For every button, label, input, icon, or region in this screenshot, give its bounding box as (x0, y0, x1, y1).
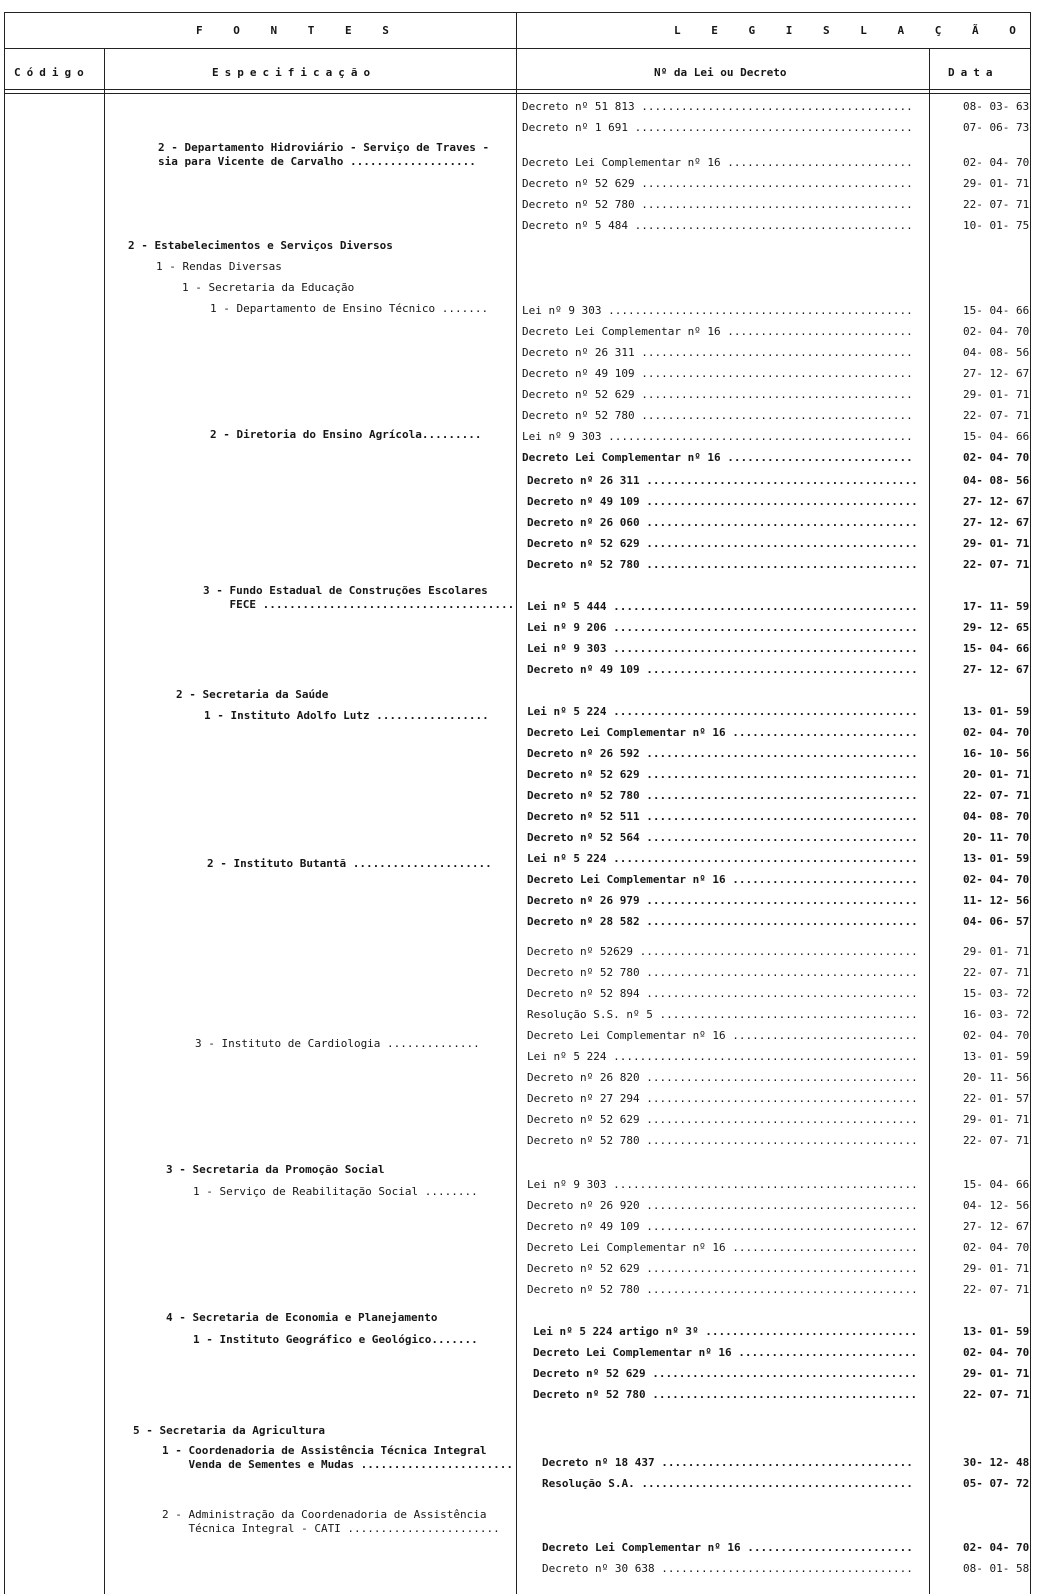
leader-dots: ......................................... (639, 1113, 918, 1126)
leader-dots: ......................................... (639, 663, 918, 676)
leader-dots: ......................................... (639, 894, 918, 907)
law-date: 22- 01- 57 (963, 1092, 1030, 1105)
leader-dots: ....................................... (652, 1008, 918, 1021)
law-reference (527, 1220, 918, 1234)
law-reference (522, 156, 913, 170)
law-name: Decreto Lei Complementar nº 16 (522, 156, 721, 169)
law-reference (527, 495, 918, 509)
law-reference (542, 1456, 913, 1470)
law-date: 27- 12- 67 (963, 516, 1030, 529)
left-border (4, 12, 5, 1594)
leader-dots: ......................................... (634, 1477, 913, 1490)
law-name: Decreto Lei Complementar nº 16 (522, 325, 721, 338)
especificacao-line: 1 - Departamento de Ensino Técnico ....... (210, 302, 489, 315)
law-reference (527, 894, 918, 908)
law-name: Lei nº 9 303 (527, 642, 607, 655)
law-reference (527, 873, 918, 887)
leader-dots: .............................................. (601, 430, 913, 443)
law-reference (527, 1262, 918, 1276)
law-date: 20- 11- 56 (963, 1071, 1030, 1084)
leader-dots: ......................... (740, 1541, 913, 1554)
law-name: Decreto Lei Complementar nº 16 (527, 873, 726, 886)
header-data: Data (948, 66, 999, 79)
codigo-column-rule (104, 48, 105, 1594)
law-reference (527, 747, 918, 761)
law-name: Decreto nº 52 511 (527, 810, 640, 823)
law-date: 04- 08- 56 (963, 346, 1030, 359)
law-reference (527, 1199, 918, 1213)
law-name: Decreto nº 52 629 (533, 1367, 646, 1380)
especificacao-line: FECE ...................................... (203, 598, 515, 611)
law-name: Decreto nº 18 437 (542, 1456, 655, 1469)
law-reference (542, 1477, 913, 1491)
leader-dots: ......................................... (639, 474, 918, 487)
law-name: Decreto nº 26 820 (527, 1071, 640, 1084)
law-date: 29- 01- 71 (963, 1262, 1030, 1275)
leader-dots: .............................................. (606, 1178, 918, 1191)
law-name: Decreto nº 52 780 (522, 409, 635, 422)
law-date: 20- 11- 70 (963, 831, 1030, 844)
law-name: Decreto nº 30 638 (542, 1562, 655, 1575)
law-date: 27- 12- 67 (963, 367, 1030, 380)
law-reference (527, 789, 918, 803)
leader-dots: ......................................... (639, 831, 918, 844)
leader-dots: ......................................... (639, 747, 918, 760)
law-name: Decreto nº 49 109 (522, 367, 635, 380)
leader-dots: ......................................... (639, 810, 918, 823)
law-date: 13- 01- 59 (963, 852, 1030, 865)
law-reference (522, 409, 913, 423)
law-name: Decreto nº 52 629 (527, 768, 640, 781)
especificacao-line: 3 - Secretaria da Promoção Social (166, 1163, 385, 1176)
law-date: 15- 04- 66 (963, 642, 1030, 655)
law-reference (527, 600, 918, 614)
law-date: 30- 12- 48 (963, 1456, 1030, 1469)
leader-dots: ......................................... (639, 558, 918, 571)
especificacao-line: 1 - Instituto Adolfo Lutz ................. (204, 709, 489, 722)
law-reference (522, 430, 913, 444)
law-date: 08- 01- 58 (963, 1562, 1030, 1575)
law-name: Decreto nº 52 780 (527, 1283, 640, 1296)
law-date: 29- 01- 71 (963, 537, 1030, 550)
law-reference (527, 945, 918, 959)
law-reference (522, 451, 913, 465)
especificacao-line: 1 - Instituto Geográfico e Geológico....... (193, 1333, 478, 1346)
especificacao-line: 1 - Serviço de Reabilitação Social ........ (193, 1185, 478, 1198)
leader-dots: ......................................... (639, 1283, 918, 1296)
leader-dots: ............................ (725, 726, 918, 739)
law-reference (527, 642, 918, 656)
law-date: 02- 04- 70 (963, 451, 1030, 464)
data-column-rule (929, 48, 930, 1594)
law-reference (522, 304, 913, 318)
law-reference (527, 1178, 918, 1192)
law-reference (527, 558, 918, 572)
law-date: 27- 12- 67 (963, 663, 1030, 676)
law-name: Decreto nº 52 780 (527, 966, 640, 979)
leader-dots: ......................................... (639, 768, 918, 781)
leader-dots: ......................................... (639, 1071, 918, 1084)
law-name: Decreto nº 27 294 (527, 1092, 640, 1105)
law-reference (522, 219, 913, 233)
especificacao-line: 1 - Coordenadoria de Assistência Técnica Integral (162, 1444, 487, 1457)
law-date: 13- 01- 59 (963, 1325, 1030, 1338)
right-border (1030, 12, 1031, 1594)
leader-dots: ......................................... (639, 1220, 918, 1233)
law-reference (533, 1346, 917, 1360)
law-name: Decreto nº 26 979 (527, 894, 640, 907)
law-reference (527, 852, 918, 866)
law-date: 15- 04- 66 (963, 304, 1030, 317)
law-date: 02- 04- 70 (963, 873, 1030, 886)
law-name: Decreto nº 52 780 (522, 198, 635, 211)
law-date: 04- 06- 57 (963, 915, 1030, 928)
law-reference (527, 966, 918, 980)
header-lei-decreto: Nº da Lei ou Decreto (654, 66, 787, 79)
law-name: Decreto nº 52 629 (527, 1113, 640, 1126)
law-date: 02- 04- 70 (963, 1541, 1030, 1554)
law-date: 29- 01- 71 (963, 1367, 1030, 1380)
law-date: 22- 07- 71 (963, 1283, 1030, 1296)
especificacao-line: 2 - Diretoria do Ensino Agrícola......... (210, 428, 482, 441)
law-reference (527, 621, 918, 635)
leader-dots: ........................................ (645, 1367, 918, 1380)
especificacao-line: 3 - Fundo Estadual de Construções Escolares (203, 584, 488, 597)
especificacao-line: 2 - Estabelecimentos e Serviços Diversos (128, 239, 393, 252)
law-name: Decreto Lei Complementar nº 16 (527, 1241, 726, 1254)
law-name: Decreto nº 52 564 (527, 831, 640, 844)
law-reference (533, 1325, 917, 1339)
law-date: 29- 01- 71 (963, 945, 1030, 958)
leader-dots: ........................................ (645, 1388, 918, 1401)
leader-dots: ......................................... (639, 537, 918, 550)
law-date: 22- 07- 71 (963, 966, 1030, 979)
especificacao-line: sia para Vicente de Carvalho ................... (158, 155, 476, 168)
law-name: Decreto nº 52 629 (527, 1262, 640, 1275)
law-date: 02- 04- 70 (963, 1241, 1030, 1254)
law-date: 15- 04- 66 (963, 430, 1030, 443)
law-reference (527, 1071, 918, 1085)
leader-dots: ................................ (698, 1325, 918, 1338)
law-date: 02- 04- 70 (963, 156, 1030, 169)
law-name: Decreto nº 52 629 (522, 388, 635, 401)
law-date: 22- 07- 71 (963, 1134, 1030, 1147)
especificacao-line: 1 - Secretaria da Educação (182, 281, 355, 294)
law-date: 07- 06- 73 (963, 121, 1030, 134)
law-name: Decreto nº 5 484 (522, 219, 628, 232)
law-name: Decreto nº 52 780 (533, 1388, 646, 1401)
especificacao-line: 2 - Administração da Coordenadoria de Assistência (162, 1508, 487, 1521)
law-reference (527, 516, 918, 530)
law-reference (527, 1241, 918, 1255)
law-reference (522, 121, 913, 135)
law-reference (527, 915, 918, 929)
leader-dots: ......................................... (639, 1199, 918, 1212)
law-date: 16- 03- 72 (963, 1008, 1030, 1021)
law-name: Lei nº 9 303 (522, 304, 602, 317)
law-date: 08- 03- 63 (963, 100, 1030, 113)
leader-dots: ......................................... (639, 966, 918, 979)
leader-dots: ......................................... (634, 177, 913, 190)
leader-dots: ......................................... (639, 1134, 918, 1147)
leader-dots: .............................................. (601, 304, 913, 317)
header-codigo: Código (14, 66, 90, 79)
law-date: 27- 12- 67 (963, 495, 1030, 508)
law-reference (527, 768, 918, 782)
law-reference (527, 726, 918, 740)
especificacao-line: 2 - Secretaria da Saúde (176, 688, 329, 701)
law-name: Lei nº 5 224 (527, 705, 607, 718)
law-date: 22- 07- 71 (963, 789, 1030, 802)
leader-dots: ......................................... (634, 198, 913, 211)
law-name: Decreto nº 26 060 (527, 516, 640, 529)
especificacao-line: 4 - Secretaria de Economia e Planejamento (166, 1311, 438, 1324)
law-name: Decreto nº 52 780 (527, 558, 640, 571)
leader-dots: .......................................... (627, 121, 913, 134)
law-date: 29- 01- 71 (963, 177, 1030, 190)
leader-dots: .......................................... (627, 219, 913, 232)
law-date: 02- 04- 70 (963, 726, 1030, 739)
law-name: Lei nº 5 444 (527, 600, 607, 613)
law-date: 20- 01- 71 (963, 768, 1030, 781)
law-name: Lei nº 9 303 (522, 430, 602, 443)
law-reference (522, 388, 913, 402)
law-name: Decreto Lei Complementar nº 16 (527, 726, 726, 739)
law-name: Lei nº 9 303 (527, 1178, 607, 1191)
leader-dots: ......................................... (634, 346, 913, 359)
law-date: 29- 01- 71 (963, 1113, 1030, 1126)
law-date: 22- 07- 71 (963, 558, 1030, 571)
law-name: Lei nº 5 224 (527, 1050, 607, 1063)
law-date: 22- 07- 71 (963, 409, 1030, 422)
header-especificacao: Especificação (212, 66, 377, 79)
law-name: Decreto nº 52 780 (527, 789, 640, 802)
law-name: Decreto Lei Complementar nº 16 (527, 1029, 726, 1042)
leader-dots: ......................................... (639, 516, 918, 529)
header-legislacao: L E G I S L A Ç Ã O (674, 24, 1028, 37)
leader-dots: .............................................. (606, 705, 918, 718)
law-reference (527, 1092, 918, 1106)
law-date: 15- 03- 72 (963, 987, 1030, 1000)
law-reference (527, 537, 918, 551)
leader-dots: ............................ (720, 325, 913, 338)
leader-dots: .......................................... (632, 945, 918, 958)
leader-dots: .............................................. (606, 600, 918, 613)
leader-dots: ......................................... (634, 409, 913, 422)
law-reference (522, 100, 913, 114)
especificacao-line: 2 - Departamento Hidroviário - Serviço de Traves - (158, 141, 490, 154)
law-reference (542, 1541, 913, 1555)
law-date: 02- 04- 70 (963, 1346, 1030, 1359)
especificacao-line: Venda de Sementes e Mudas ....................... (162, 1458, 513, 1471)
law-date: 13- 01- 59 (963, 705, 1030, 718)
law-name: Decreto nº 26 920 (527, 1199, 640, 1212)
law-name: Lei nº 5 224 (527, 852, 607, 865)
law-name: Lei nº 5 224 artigo nº 3º (533, 1325, 699, 1338)
especificacao-line: 5 - Secretaria da Agricultura (133, 1424, 326, 1437)
leader-dots: .............................................. (606, 852, 918, 865)
law-reference (522, 325, 913, 339)
law-date: 22- 07- 71 (963, 1388, 1030, 1401)
leader-dots: ......................................... (639, 495, 918, 508)
law-name: Decreto nº 28 582 (527, 915, 640, 928)
law-name: Decreto nº 26 311 (527, 474, 640, 487)
law-date: 29- 01- 71 (963, 388, 1030, 401)
law-name: Decreto nº 49 109 (527, 663, 640, 676)
law-reference (522, 346, 913, 360)
leader-dots: ...................................... (654, 1562, 913, 1575)
law-date: 04- 08- 56 (963, 474, 1030, 487)
leader-dots: ......................................... (639, 1262, 918, 1275)
law-reference (542, 1562, 913, 1576)
leader-dots: .............................................. (606, 642, 918, 655)
law-reference (522, 367, 913, 381)
law-name: Decreto nº 49 109 (527, 495, 640, 508)
law-date: 27- 12- 67 (963, 1220, 1030, 1233)
law-reference (527, 1283, 918, 1297)
law-name: Decreto nº 52 629 (522, 177, 635, 190)
law-name: Decreto nº 52 894 (527, 987, 640, 1000)
law-date: 29- 12- 65 (963, 621, 1030, 634)
law-date: 04- 08- 70 (963, 810, 1030, 823)
law-name: Resolução S.S. nº 5 (527, 1008, 653, 1021)
law-date: 13- 01- 59 (963, 1050, 1030, 1063)
law-date: 22- 07- 71 (963, 198, 1030, 211)
law-name: Decreto nº 52629 (527, 945, 633, 958)
law-date: 05- 07- 72 (963, 1477, 1030, 1490)
law-name: Decreto nº 26 311 (522, 346, 635, 359)
law-name: Decreto Lei Complementar nº 16 (542, 1541, 741, 1554)
law-name: Decreto Lei Complementar nº 16 (522, 451, 721, 464)
law-reference (522, 198, 913, 212)
law-reference (527, 663, 918, 677)
leader-dots: ............................ (720, 451, 913, 464)
law-date: 02- 04- 70 (963, 1029, 1030, 1042)
law-name: Decreto nº 52 780 (527, 1134, 640, 1147)
law-reference (527, 1050, 918, 1064)
law-reference (527, 810, 918, 824)
leader-dots: ......................................... (639, 789, 918, 802)
leader-dots: ......................................... (639, 915, 918, 928)
law-name: Decreto nº 26 592 (527, 747, 640, 760)
leader-dots: .............................................. (606, 621, 918, 634)
law-name: Decreto nº 52 629 (527, 537, 640, 550)
leader-dots: ............................ (725, 1241, 918, 1254)
law-name: Decreto Lei Complementar nº 16 (533, 1346, 732, 1359)
law-name: Lei nº 9 206 (527, 621, 607, 634)
header-fontes: F O N T E S (196, 24, 401, 37)
leader-dots: .............................................. (606, 1050, 918, 1063)
law-reference (527, 474, 918, 488)
leader-dots: ...................................... (654, 1456, 913, 1469)
leader-dots: ......................................... (639, 1092, 918, 1105)
law-reference (527, 1134, 918, 1148)
leader-dots: ......................................... (634, 388, 913, 401)
leader-dots: ............................ (720, 156, 913, 169)
law-name: Decreto nº 1 691 (522, 121, 628, 134)
leader-dots: ........................... (731, 1346, 918, 1359)
law-reference (522, 177, 913, 191)
law-date: 11- 12- 56 (963, 894, 1030, 907)
leader-dots: ......................................... (634, 100, 913, 113)
law-reference (527, 705, 918, 719)
law-date: 15- 04- 66 (963, 1178, 1030, 1191)
law-date: 17- 11- 59 (963, 600, 1030, 613)
law-date: 16- 10- 56 (963, 747, 1030, 760)
law-reference (527, 1008, 918, 1022)
law-date: 10- 01- 75 (963, 219, 1030, 232)
especificacao-line: 3 - Instituto de Cardiologia .............. (195, 1037, 480, 1050)
law-name: Resolução S.A. (542, 1477, 635, 1490)
especificacao-line: 2 - Instituto Butantã ..................... (207, 857, 492, 870)
law-reference (527, 831, 918, 845)
law-reference (533, 1388, 917, 1402)
law-name: Decreto nº 51 813 (522, 100, 635, 113)
especificacao-line: Técnica Integral - CATI ....................... (162, 1522, 500, 1535)
leader-dots: ............................ (725, 1029, 918, 1042)
law-name: Decreto nº 49 109 (527, 1220, 640, 1233)
law-reference (527, 1113, 918, 1127)
law-date: 02- 04- 70 (963, 325, 1030, 338)
fontes-legislacao-divider (516, 12, 517, 1594)
leader-dots: ......................................... (639, 987, 918, 1000)
law-reference (527, 1029, 918, 1043)
leader-dots: ......................................... (634, 367, 913, 380)
law-date: 04- 12- 56 (963, 1199, 1030, 1212)
law-reference (533, 1367, 917, 1381)
especificacao-line: 1 - Rendas Diversas (156, 260, 282, 273)
law-reference (527, 987, 918, 1001)
leader-dots: ............................ (725, 873, 918, 886)
